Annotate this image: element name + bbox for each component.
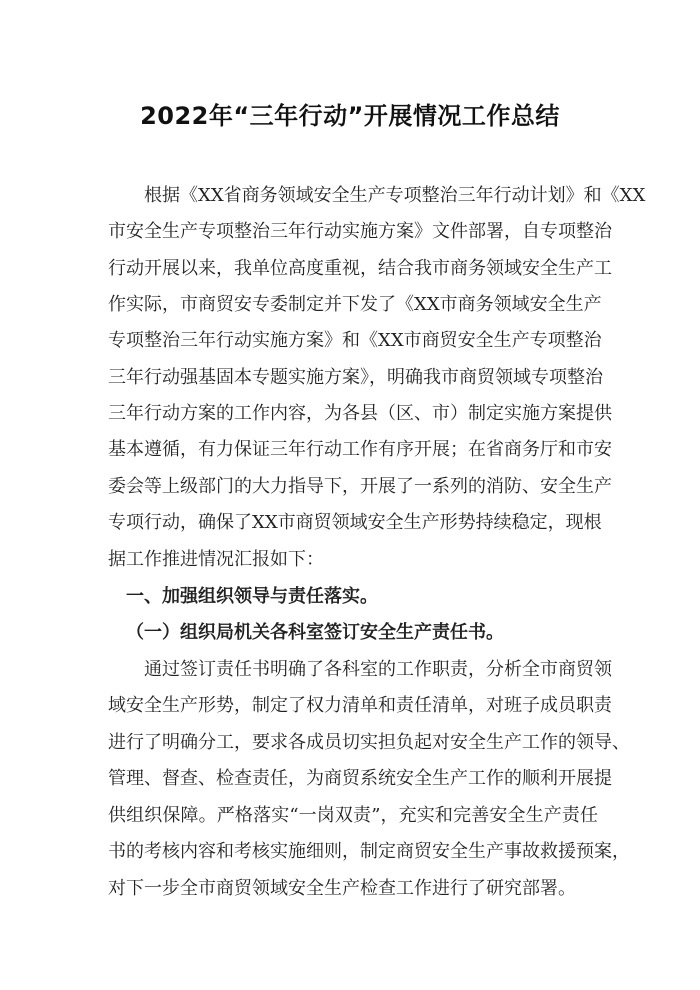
text-line: 进行了明确分工，要求各成员切实担负起对安全生产工作的领导、	[108, 732, 630, 753]
text-line: 基本遵循，有力保证三年行动工作有序开展；在省商务厅和市安	[108, 439, 612, 460]
text-line: 行动开展以来，我单位高度重视，结合我市商务领域安全生产工	[108, 258, 612, 279]
text-line: 域安全生产形势，制定了权力清单和责任清单，对班子成员职责	[108, 695, 612, 716]
text-line: 专项行动，确保了XX市商贸领域安全生产形势持续稳定，现根	[108, 512, 602, 533]
text-line: 三年行动强基固本专题实施方案》，明确我市商贸领域专项整治	[108, 367, 603, 388]
text-line: 三年行动方案的工作内容，为各县（区、市）制定实施方案提供	[108, 403, 612, 424]
text-line: 管理、督查、检查责任，为商贸系统安全生产工作的顺利开展提	[108, 768, 612, 789]
subsection-heading: （一）组织局机关各科室签订安全生产责任书。	[126, 622, 504, 643]
text-line: 据工作推进情况汇报如下：	[108, 549, 324, 570]
text-line: 根据《XX省商务领域安全生产专项整治三年行动计划》和《XX	[144, 185, 646, 206]
text-line: 市安全生产专项整治三年行动实施方案》文件部署，自专项整治	[108, 221, 612, 242]
document-title: 2022年“三年行动”开展情况工作总结	[140, 102, 560, 130]
text-line: 对下一步全市商贸领域安全生产检查工作进行了研究部署。	[108, 878, 576, 899]
text-line: 专项整治三年行动实施方案》和《XX市商贸安全生产专项整治	[108, 330, 602, 351]
text-line: 供组织保障。严格落实“一岗双责”，充实和完善安全生产责任	[108, 805, 598, 826]
text-line: 作实际，市商贸安专委制定并下发了《XX市商务领域安全生产	[108, 294, 602, 315]
text-line: 委会等上级部门的大力指导下，开展了一系列的消防、安全生产	[108, 476, 612, 497]
text-line: 书的考核内容和考核实施细则，制定商贸安全生产事故救援预案，	[108, 841, 630, 862]
section-heading: 一、加强组织领导与责任落实。	[126, 586, 378, 607]
text-line: 通过签订责任书明确了各科室的工作职责，分析全市商贸领	[144, 659, 612, 680]
